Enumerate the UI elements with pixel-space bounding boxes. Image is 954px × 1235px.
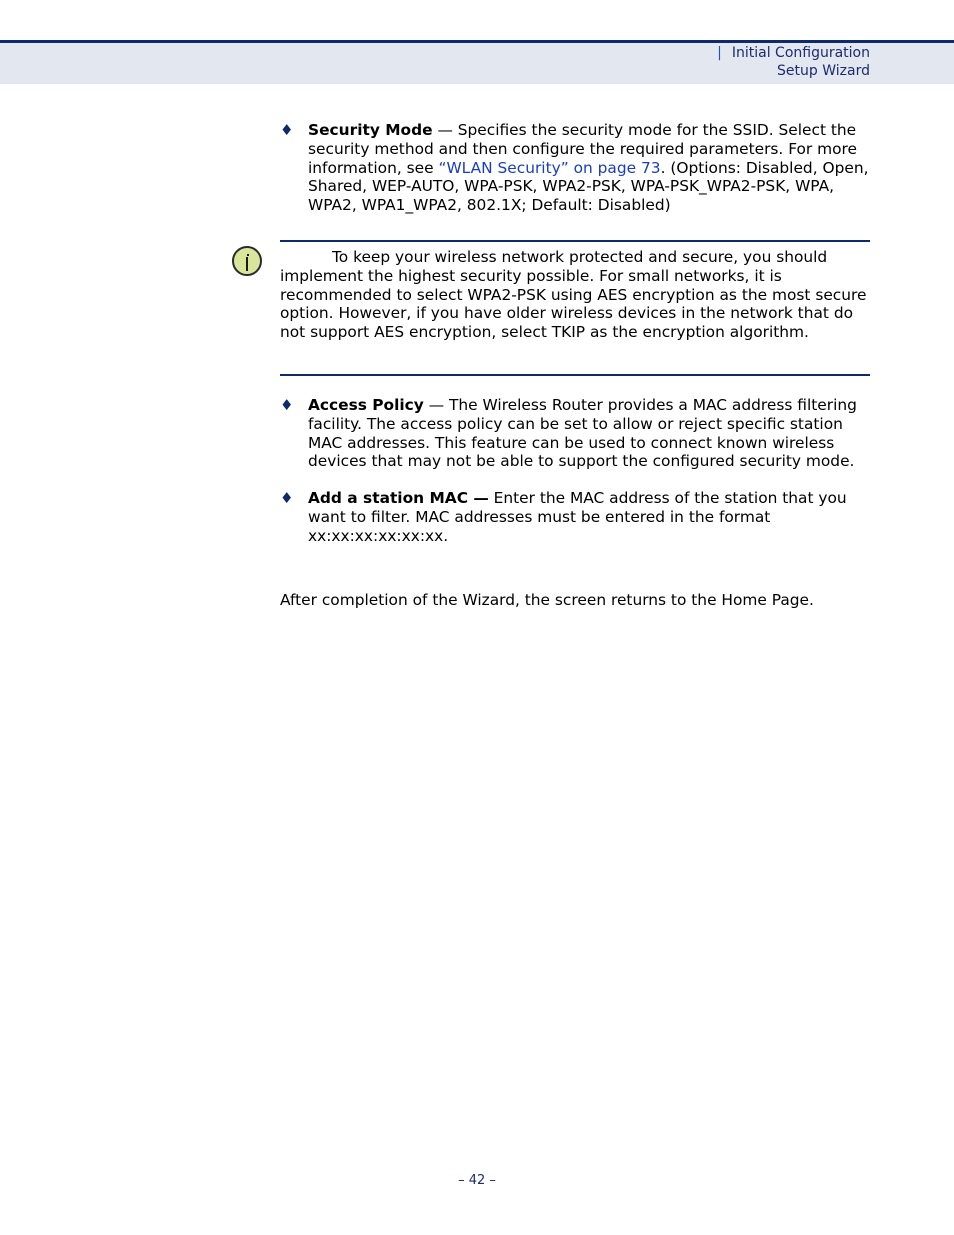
page-number: – 42 – [458,1173,496,1188]
diamond-bullet-icon: ♦ [280,489,294,507]
running-header [717,44,870,80]
bullet-access-policy [280,396,870,471]
note-bottom-rule [280,374,870,376]
access-policy-term: Access Policy [308,396,424,414]
access-policy-text: — The Wireless Router provides a MAC address filtering facility. The access policy can be set to allow or reject specific station MAC addresses. This feature can be used to connect known wireless devices that may not be able to support the configured security mode. [308,396,857,471]
security-mode-term: Security Mode [308,121,433,139]
add-station-mac-text: Enter the MAC address of the station that you want to filter. MAC addresses must be entered in the format xx:xx:xx:xx:xx:xx. [308,489,847,545]
header-chapter: Initial Configuration [731,45,870,61]
wlan-security-link[interactable]: “WLAN Security” on page 73 [438,158,661,177]
security-mode-text: — Specifies the security mode for the SSID. Select the security method and then configure the required parameters. For more information, see [308,121,858,177]
security-mode-options: . (Options: Disabled, Open, Shared, WEP-AUTO, WPA-PSK, WPA2-PSK, WPA-PSK_WPA2-PSK, WPA, WPA2, WPA1_WPA2, 802.1X; Default: Disabled) [308,158,869,215]
add-station-mac-term: Add a station MAC — [308,489,489,507]
header-chapter-line [717,44,870,62]
header-section: Setup Wizard [777,63,870,79]
note-text: To keep your wireless network protected and secure, you should implement the highest security possible. For small networks, it is recommended to select WPA2-PSK using AES encryption as the most secure option. However, if you have older wireless devices in the network that do not support AES encryption, select TKIP as the encryption algorithm. [280,248,867,342]
security-mode-item [280,121,870,215]
info-icon [232,246,262,276]
header-separator: | [717,45,722,61]
note-top-rule [280,240,870,242]
bullet-add-station-mac [280,489,870,545]
bullet-security-mode [280,121,870,215]
closing-paragraph: After completion of the Wizard, the screen returns to the Home Page. [280,591,814,609]
add-station-mac-item [280,489,870,545]
diamond-bullet-icon: ♦ [280,396,294,414]
access-policy-item [280,396,870,471]
diamond-bullet-icon: ♦ [280,121,294,139]
